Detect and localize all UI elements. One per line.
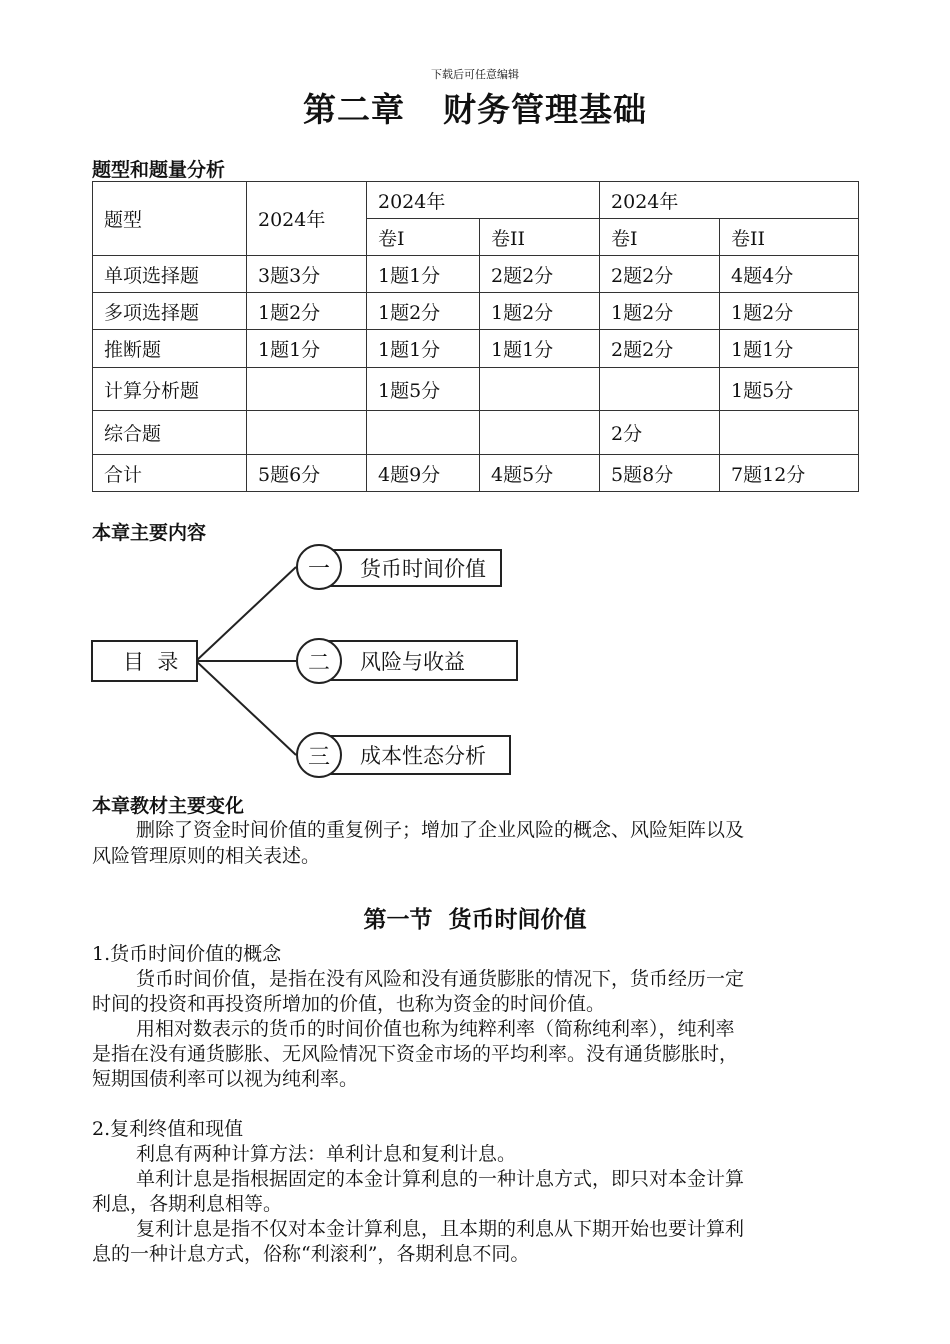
table-cell: 1题1分 — [480, 330, 600, 368]
row-type: 推断题 — [93, 330, 247, 368]
table-cell: 1题2分 — [480, 293, 600, 330]
header-volume: 卷I — [600, 219, 720, 256]
table-cell: 1题2分 — [720, 293, 859, 330]
paragraph-heading: 2.复利终值和现值 — [92, 1118, 244, 1140]
table-cell: 5题6分 — [247, 455, 367, 492]
table-cell: 1题5分 — [720, 368, 859, 411]
paragraph-line: 息的一种计息方式，俗称“利滚利”，各期利息不同。 — [92, 1243, 530, 1265]
paragraph-line: 货币时间价值，是指在没有风险和没有通货膨胀的情况下，货币经历一定 — [136, 968, 745, 990]
header-type: 题型 — [93, 182, 247, 256]
contents-root-box — [91, 640, 198, 682]
contents-item-number: 二 — [296, 638, 342, 684]
paragraph-line: 时间的投资和再投资所增加的价值，也称为资金的时间价值。 — [92, 993, 606, 1015]
contents-item-box — [318, 549, 502, 587]
contents-item-number: 三 — [296, 732, 342, 778]
table-cell: 1题1分 — [367, 330, 480, 368]
table-cell: 1题1分 — [720, 330, 859, 368]
table-cell — [367, 411, 480, 455]
table-row — [93, 256, 859, 293]
table-cell: 1题1分 — [367, 256, 480, 293]
paragraph-line: 是指在没有通货膨胀、无风险情况下资金市场的平均利率。没有通货膨胀时， — [92, 1043, 739, 1065]
table-cell: 1题2分 — [600, 293, 720, 330]
header-year: 2024年 — [600, 182, 859, 219]
contents-item-box — [318, 640, 518, 681]
table-cell: 1题2分 — [367, 293, 480, 330]
table-cell — [480, 368, 600, 411]
paragraph-heading: 1.货币时间价值的概念 — [92, 943, 282, 965]
table-cell: 2题2分 — [480, 256, 600, 293]
paragraph-line: 单利计息是指根据固定的本金计算利息的一种计息方式，即只对本金计算 — [136, 1168, 745, 1190]
table-cell: 4题5分 — [480, 455, 600, 492]
analysis-heading: 题型和题量分析 — [92, 159, 226, 181]
contents-item-label: 成本性态分析 — [360, 744, 486, 768]
contents-item-label: 风险与收益 — [360, 649, 465, 674]
connector-line — [196, 567, 296, 661]
header-year: 2024年 — [247, 182, 367, 256]
contents-item-label: 货币时间价值 — [360, 557, 486, 581]
paragraph-line: 短期国债利率可以视为纯利率。 — [92, 1068, 359, 1090]
contents-item-number: 一 — [296, 544, 342, 590]
header-volume: 卷I — [367, 219, 480, 256]
row-type: 合计 — [93, 455, 247, 492]
table-row — [93, 411, 859, 455]
paragraph-line: 利息，各期利息相等。 — [92, 1193, 283, 1215]
chapter-title — [0, 84, 950, 131]
table-cell: 1题2分 — [247, 293, 367, 330]
chapter-name: 财务管理基础 — [443, 90, 647, 129]
changes-line: 删除了资金时间价值的重复例子；增加了企业风险的概念、风险矩阵以及 — [136, 819, 745, 841]
header-year: 2024年 — [367, 182, 600, 219]
table-cell — [247, 368, 367, 411]
table-cell — [247, 411, 367, 455]
table-row — [93, 455, 859, 492]
table-cell: 1题5分 — [367, 368, 480, 411]
table-cell: 4题4分 — [720, 256, 859, 293]
changes-heading: 本章教材主要变化 — [92, 795, 245, 817]
section-title: 第一节 货币时间价值 — [363, 906, 587, 933]
contents-root-label: 目 录 — [123, 650, 179, 674]
header-volume: 卷II — [480, 219, 600, 256]
contents-heading: 本章主要内容 — [92, 522, 207, 544]
row-type: 综合题 — [93, 411, 247, 455]
row-type: 多项选择题 — [93, 293, 247, 330]
table-cell — [720, 411, 859, 455]
header-note: 下载后可任意编辑 — [431, 68, 519, 81]
table-cell: 4题9分 — [367, 455, 480, 492]
table-cell: 2分 — [600, 411, 720, 455]
table-cell: 3题3分 — [247, 256, 367, 293]
header-volume: 卷II — [720, 219, 859, 256]
table-row — [93, 368, 859, 411]
table-row — [93, 330, 859, 368]
chapter-prefix: 第二章 — [303, 90, 405, 129]
paragraph-line: 利息有两种计算方法：单利计息和复利计息。 — [136, 1143, 517, 1165]
table-cell: 2题2分 — [600, 330, 720, 368]
table-cell — [600, 368, 720, 411]
connector-line — [196, 661, 296, 755]
row-type: 计算分析题 — [93, 368, 247, 411]
paragraph-line: 复利计息是指不仅对本金计算利息，且本期的利息从下期开始也要计算利 — [136, 1218, 745, 1240]
table-row — [93, 293, 859, 330]
table-cell: 1题1分 — [247, 330, 367, 368]
table-cell: 7题12分 — [720, 455, 859, 492]
table-cell — [480, 411, 600, 455]
paragraph-line: 用相对数表示的货币的时间价值也称为纯粹利率（简称纯利率），纯利率 — [136, 1018, 735, 1040]
table-cell: 5题8分 — [600, 455, 720, 492]
table-cell: 2题2分 — [600, 256, 720, 293]
contents-item-box — [318, 735, 511, 775]
row-type: 单项选择题 — [93, 256, 247, 293]
question-analysis-table — [92, 181, 859, 492]
changes-line: 风险管理原则的相关表述。 — [92, 845, 321, 867]
